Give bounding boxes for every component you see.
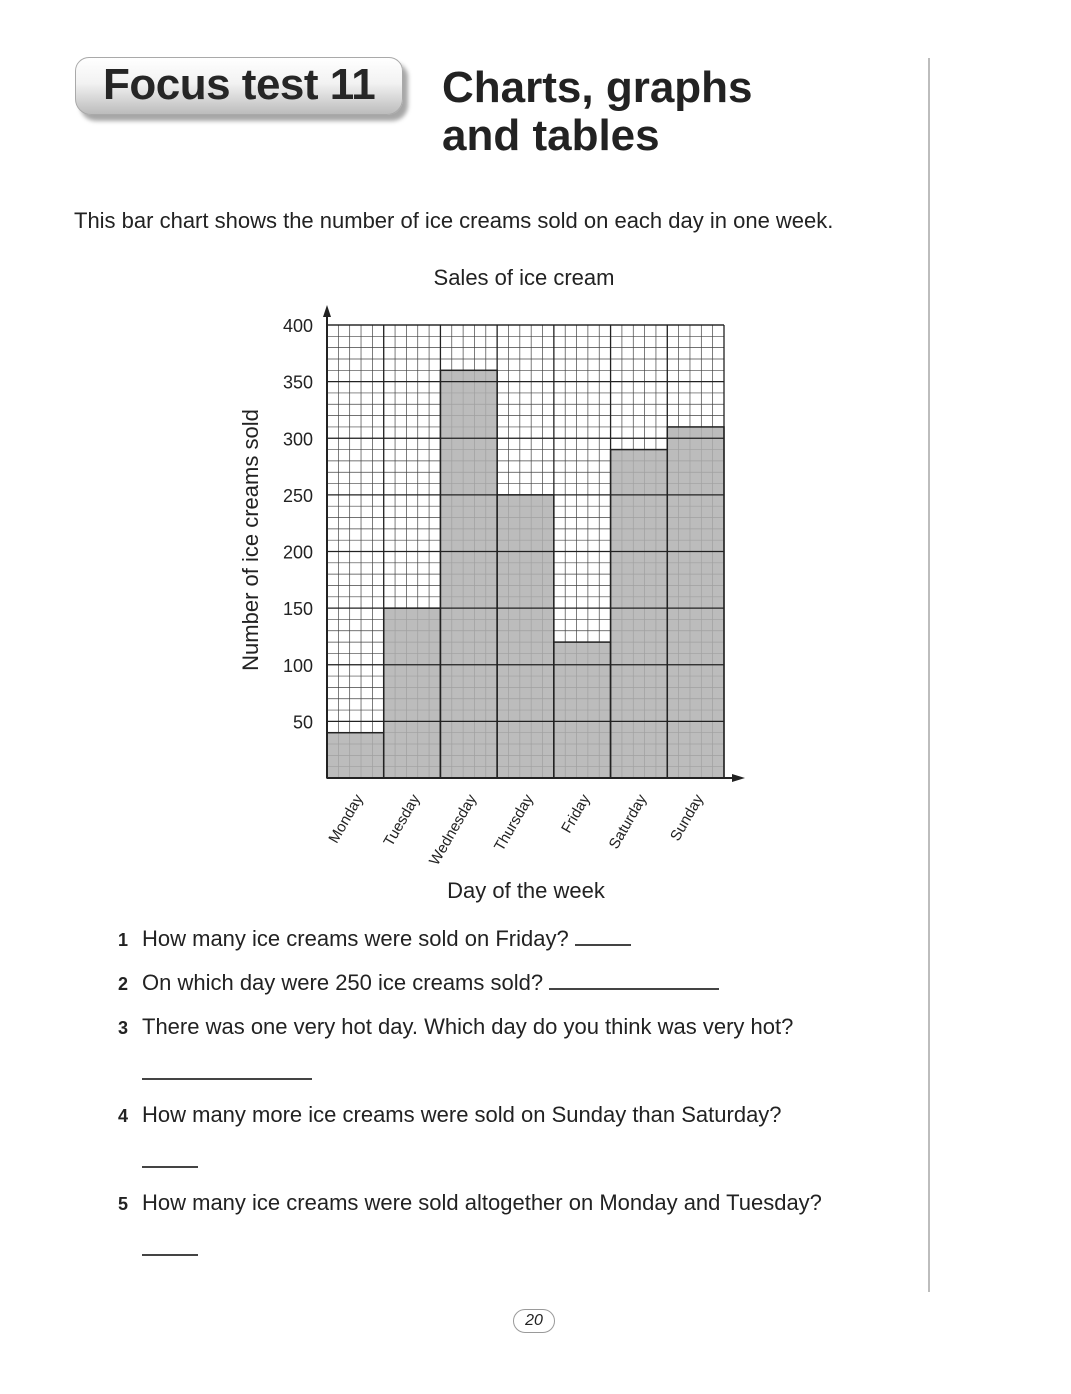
page-number: 20 bbox=[513, 1309, 555, 1333]
y-tick-label: 350 bbox=[282, 372, 313, 393]
x-category-labels bbox=[325, 791, 707, 868]
question-2 bbox=[118, 970, 719, 996]
x-tick-label-friday: Friday bbox=[558, 791, 594, 837]
question-number: 1 bbox=[118, 930, 129, 950]
question-number: 2 bbox=[118, 974, 129, 994]
question-text: How many ice creams were sold altogether on Monday and Tuesday? bbox=[142, 1190, 822, 1215]
x-tick-label-wednesday: Wednesday bbox=[426, 791, 481, 869]
bar-saturday bbox=[611, 450, 668, 778]
x-tick-label-thursday: Thursday bbox=[490, 791, 537, 855]
bar-thursday bbox=[497, 495, 554, 778]
question-text: There was one very hot day. Which day do you think was very hot? bbox=[142, 1014, 794, 1039]
y-tick-label: 250 bbox=[282, 485, 313, 506]
y-tick-label: 100 bbox=[282, 655, 313, 676]
y-tick-label: 400 bbox=[282, 316, 313, 336]
answer-line-4[interactable] bbox=[142, 1166, 198, 1168]
y-tick-labels bbox=[283, 316, 313, 732]
bar-friday bbox=[554, 642, 611, 778]
x-tick-label-monday: Monday bbox=[325, 791, 367, 847]
y-axis-label: Number of ice creams sold bbox=[238, 409, 263, 671]
answer-line[interactable] bbox=[549, 988, 719, 990]
question-text: How many ice creams were sold on Friday? bbox=[142, 926, 569, 951]
x-axis-label: Day of the week bbox=[447, 878, 605, 903]
y-tick-label: 50 bbox=[292, 712, 313, 733]
bar-sunday bbox=[667, 427, 724, 778]
x-tick-label-saturday: Saturday bbox=[605, 791, 651, 853]
answer-line-3[interactable] bbox=[142, 1078, 312, 1080]
bar-tuesday bbox=[384, 608, 441, 778]
question-text: How many more ice creams were sold on Sunday than Saturday? bbox=[142, 1102, 782, 1127]
bar-wednesday bbox=[440, 370, 497, 778]
y-axis-arrow-icon bbox=[323, 305, 331, 317]
question-number: 5 bbox=[118, 1194, 129, 1214]
x-tick-label-sunday: Sunday bbox=[666, 791, 708, 845]
question-number: 3 bbox=[118, 1018, 129, 1038]
question-text: On which day were 250 ice creams sold? bbox=[142, 970, 544, 995]
x-axis-arrow-icon bbox=[732, 774, 745, 782]
chart-title: Sales of ice cream bbox=[433, 265, 615, 290]
y-tick-label: 200 bbox=[282, 542, 313, 563]
question-1 bbox=[118, 926, 631, 952]
focus-test-label: Focus test 11 bbox=[103, 60, 376, 109]
bar-monday bbox=[327, 733, 384, 778]
y-tick-label: 150 bbox=[282, 599, 313, 620]
answer-line[interactable] bbox=[575, 944, 631, 946]
y-tick-label: 300 bbox=[282, 429, 313, 450]
answer-line-5[interactable] bbox=[142, 1254, 198, 1256]
question-5 bbox=[118, 1190, 822, 1216]
intro-text: This bar chart shows the number of ice creams sold on each day in one week. bbox=[74, 208, 834, 233]
question-number: 4 bbox=[118, 1106, 129, 1126]
question-4 bbox=[118, 1102, 782, 1128]
question-3 bbox=[118, 1014, 793, 1040]
x-tick-label-tuesday: Tuesday bbox=[380, 791, 424, 850]
page-title-line-2: and tables bbox=[442, 111, 660, 160]
page-title-line-1: Charts, graphs bbox=[442, 63, 753, 112]
